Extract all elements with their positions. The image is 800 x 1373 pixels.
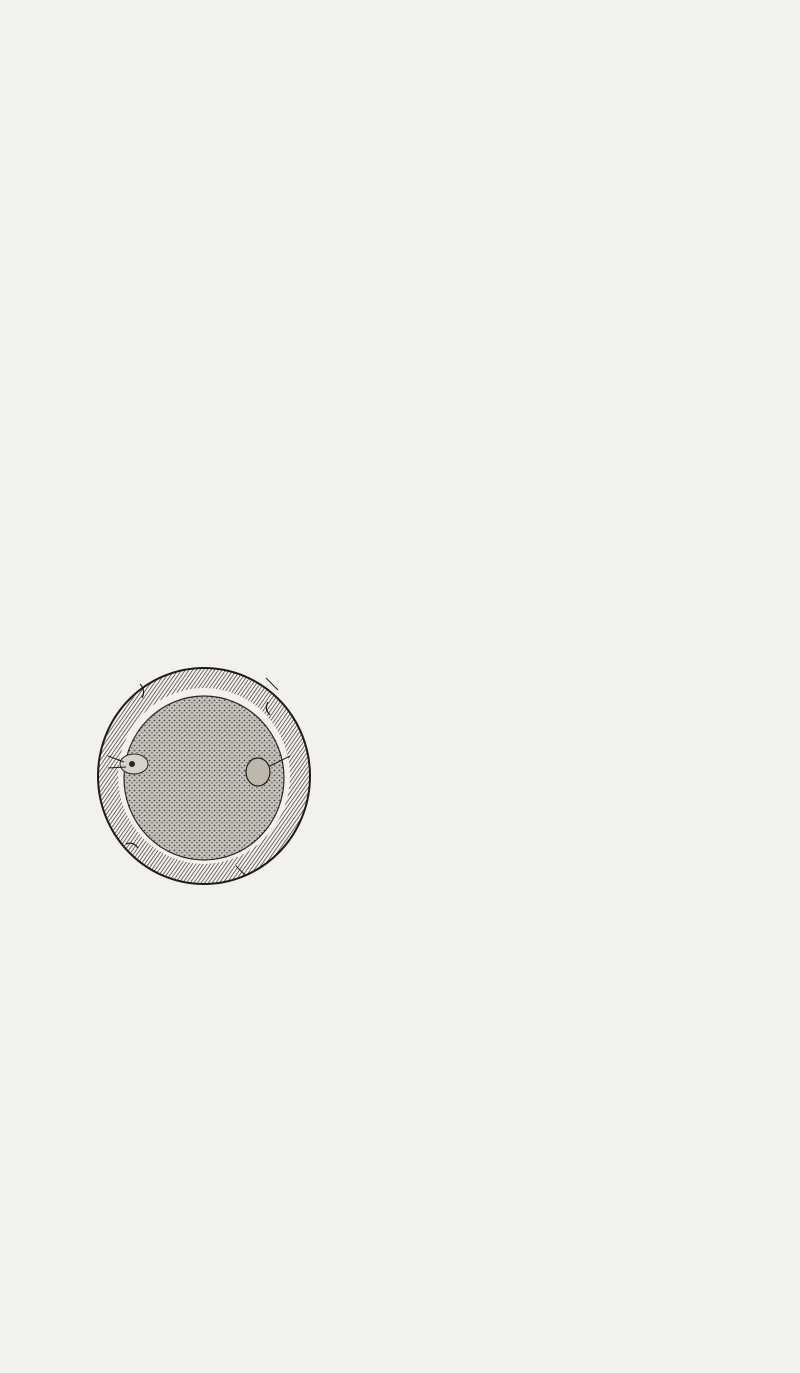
running-head	[68, 84, 708, 110]
ovule-illustration	[68, 654, 336, 898]
leader-line-2	[266, 678, 278, 690]
polar-globule	[246, 758, 270, 786]
germinal-spot	[129, 761, 135, 767]
